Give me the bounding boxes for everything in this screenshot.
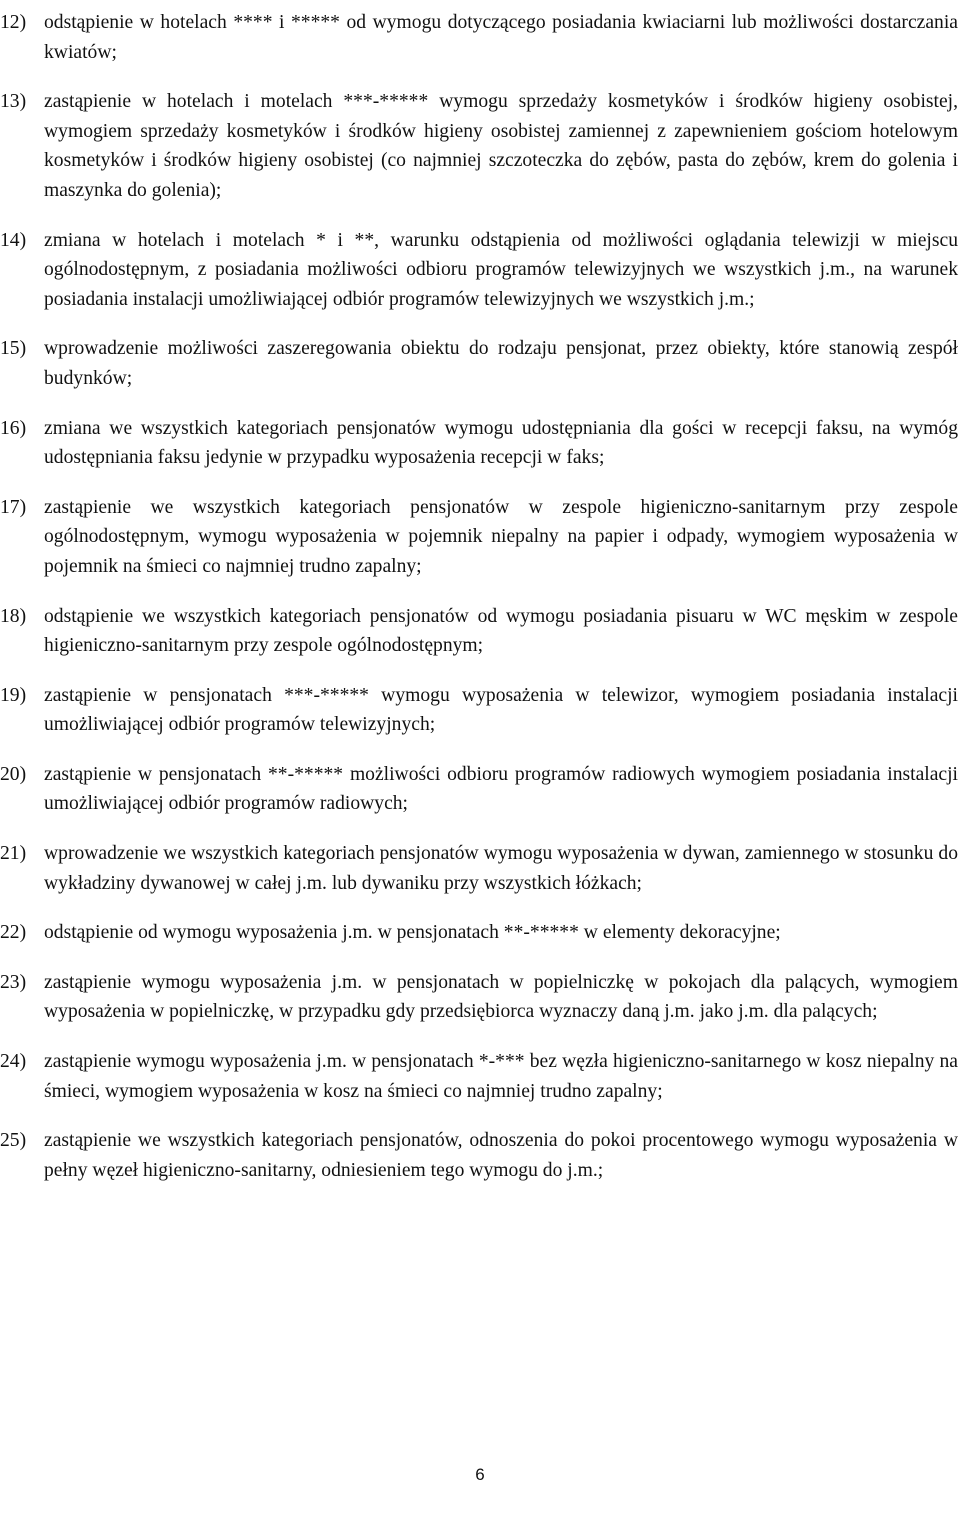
item-number: 25) — [0, 1130, 27, 1152]
item-text: odstąpienie we wszystkich kategoriach pensjonatów od wymogu posiadania pisuaru w WC męskim w zespole higieniczno-sanitarnym przy zespole ogólnodostępnym; — [44, 605, 958, 657]
item-number: 15) — [0, 338, 27, 360]
item-number: 20) — [0, 763, 27, 785]
item-text: zastąpienie wymogu wyposażenia j.m. w pensjonatach w popielniczkę w pokojach dla palących, wymogiem wyposażenia w popielniczkę, w przypadku gdy przedsiębiorca wyznaczy daną j.m. jako j.m. dla palących; — [44, 971, 958, 1023]
item-number: 13) — [0, 91, 27, 113]
amendment-list — [0, 8, 958, 1205]
list-item — [0, 334, 958, 393]
list-item — [0, 493, 958, 582]
item-number: 14) — [0, 229, 27, 251]
item-text: zastąpienie we wszystkich kategoriach pensjonatów w zespole higieniczno-sanitarnym przy zespole ogólnodostępnym, wymogu wyposażenia w pojemnik niepalny na papier i odpady, wymogiem wyposażenia w pojemnik na śmieci co najmniej trudno zapalny; — [44, 496, 958, 577]
list-item — [0, 87, 958, 205]
item-number: 12) — [0, 12, 27, 33]
list-item — [0, 918, 958, 948]
item-text: zmiana we wszystkich kategoriach pensjonatów wymogu udostępniania dla gości w recepcji faksu, na wymóg udostępniania faksu jedynie w przypadku wyposażenia recepcji w faks; — [44, 417, 958, 469]
item-text: zastąpienie w pensjonatach **-***** możliwości odbioru programów radiowych wymogiem posiadania instalacji umożliwiającej odbiór programów radiowych; — [44, 763, 958, 815]
item-text: zastąpienie wymogu wyposażenia j.m. w pensjonatach *-*** bez węzła higieniczno-sanitarnego w kosz niepalny na śmieci, wymogiem wyposażenia w kosz na śmieci co najmniej trudno zapalny; — [44, 1051, 958, 1102]
item-text: odstąpienie w hotelach **** i ***** od wymogu dotyczącego posiadania kwiaciarni lub możliwości dostarczania kwiatów; — [44, 12, 958, 63]
item-text: zastąpienie w pensjonatach ***-***** wymogu wyposażenia w telewizor, wymogiem posiadania instalacji umożliwiającej odbiór programów telewizyjnych; — [44, 684, 958, 736]
item-number: 24) — [0, 1051, 27, 1073]
list-item — [0, 968, 958, 1027]
item-text: odstąpienie od wymogu wyposażenia j.m. w pensjonatach **-***** w elementy dekoracyjne; — [44, 922, 781, 944]
item-number: 23) — [0, 971, 27, 993]
item-text: wprowadzenie możliwości zaszeregowania obiektu do rodzaju pensjonat, przez obiekty, które stanowią zespół budynków; — [44, 338, 958, 389]
list-item — [0, 414, 958, 473]
list-item — [0, 760, 958, 819]
list-item — [0, 8, 958, 67]
item-text: zastąpienie w hotelach i motelach ***-***** wymogu sprzedaży kosmetyków i środków higieny osobistej, wymogiem sprzedaży kosmetyków i środków higieny osobistej zamiennej z zapewnieniem gościom hotelowym kosmetyków i środków higieny osobistej (co najmniej szczoteczka do zębów, pasta do zębów, krem do golenia i maszynka do golenia); — [44, 91, 958, 201]
item-text: wprowadzenie we wszystkich kategoriach pensjonatów wymogu wyposażenia w dywan, zamiennego w stosunku do wykładziny dywanowej w całej j.m. lub dywaniku przy wszystkich łóżkach; — [44, 843, 958, 894]
item-number: 16) — [0, 417, 27, 439]
item-number: 17) — [0, 496, 27, 518]
item-number: 21) — [0, 843, 27, 865]
list-item — [0, 226, 958, 315]
item-text: zmiana w hotelach i motelach * i **, warunku odstąpienia od możliwości oglądania telewizji w miejscu ogólnodostępnym, z posiadania możliwości odbioru programów telewizyjnych we wszystkich j.m., na warunek posiadania instalacji umożliwiającej odbiór programów telewizyjnych we wszystkich j.m.; — [44, 229, 958, 310]
page-number: 6 — [475, 1465, 485, 1484]
list-item — [0, 602, 958, 661]
item-text: zastąpienie we wszystkich kategoriach pensjonatów, odnoszenia do pokoi procentowego wymogu wyposażenia w pełny węzeł higieniczno-sanitarny, odniesieniem tego wymogu do j.m.; — [44, 1130, 958, 1181]
item-number: 19) — [0, 684, 27, 706]
item-number: 22) — [0, 922, 27, 944]
list-item — [0, 839, 958, 898]
item-number: 18) — [0, 605, 27, 627]
list-item — [0, 681, 958, 740]
list-item — [0, 1047, 958, 1106]
list-item — [0, 1126, 958, 1185]
